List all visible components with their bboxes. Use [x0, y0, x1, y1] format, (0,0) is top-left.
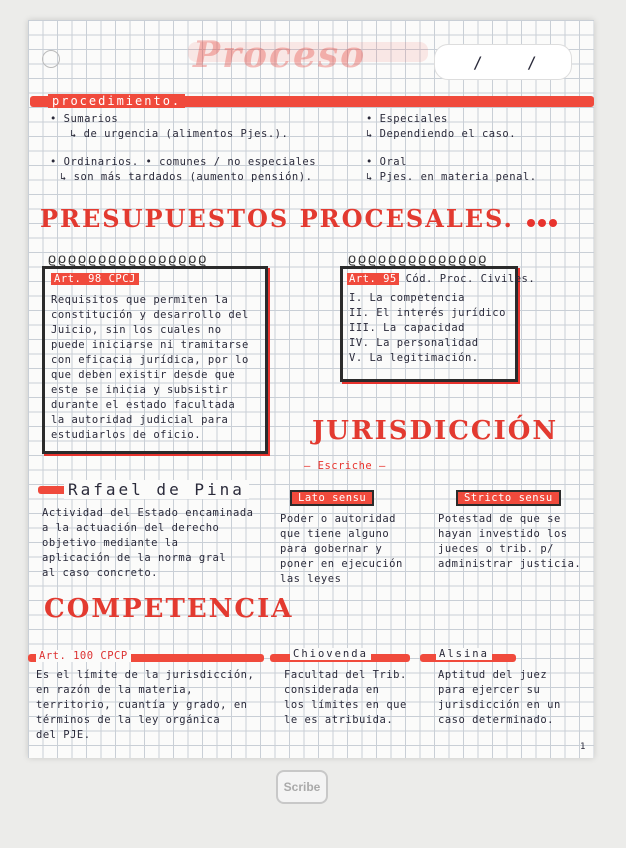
text-line: para ejercer su	[438, 684, 541, 696]
scribe-logo-text: Scribe	[283, 780, 321, 794]
header-title: Proceso	[193, 34, 367, 76]
definition-block	[280, 512, 403, 587]
text-line: aplicación de la norma gral	[42, 552, 227, 564]
author-label: — Escriche —	[304, 460, 386, 472]
section-title	[40, 204, 557, 233]
date-separator: /	[473, 53, 484, 72]
list-item: ↳ de urgencia (alimentos Pjes.).	[70, 128, 289, 140]
text-line: puede iniciarse ni tramitarse	[51, 339, 249, 351]
text-line: durante el estado facultada	[51, 399, 236, 411]
text-line: poner en ejecución	[280, 558, 403, 570]
note-card	[42, 266, 268, 454]
text-line: constitución y desarrollo del	[51, 309, 249, 321]
definition-block	[36, 668, 254, 743]
dot-icon	[549, 219, 557, 227]
text-line: del PJE.	[36, 729, 91, 741]
text-line: Juicio, sin los cuales no	[51, 324, 222, 336]
text-line: al caso concreto.	[42, 567, 158, 579]
text-line: objetivo mediante la	[42, 537, 179, 549]
list-item: ↳ Dependiendo el caso.	[366, 128, 517, 140]
card-label: Art. 98 CPCJ	[51, 273, 139, 285]
list-item: II. El interés jurídico	[349, 307, 506, 319]
notebook-sheet	[28, 20, 594, 758]
text-line: Potestad de que se	[438, 513, 561, 525]
list-item: • Oral	[366, 156, 407, 168]
list-item: • Sumarios	[50, 113, 119, 125]
list-item: • Ordinarios. • comunes / no especiales	[50, 156, 317, 168]
list-item: III. La capacidad	[349, 322, 465, 334]
text-line: en razón de la materia,	[36, 684, 193, 696]
list-item: ↳ son más tardados (aumento pensión).	[60, 171, 313, 183]
text-line: le es atribuida.	[284, 714, 394, 726]
text-line: hayan investido los	[438, 528, 568, 540]
spiral-rings: ϱϱϱϱϱϱϱϱϱϱϱϱϱϱ	[348, 250, 489, 266]
section-heading: procedimiento.	[48, 94, 185, 108]
subheading: Stricto sensu	[456, 490, 561, 506]
text-line: considerada en	[284, 684, 380, 696]
card-label-secondary: Cód. Proc. Civiles.	[405, 273, 536, 285]
list-item: I. La competencia	[349, 292, 465, 304]
definition-block	[438, 512, 581, 572]
text-line: Es el límite de la jurisdicción,	[36, 669, 255, 681]
card-label: Art. 95	[349, 273, 397, 285]
page-number: 1	[580, 742, 586, 752]
text-line: Requisitos que permiten la	[51, 294, 229, 306]
text-line: jurisdicción en un	[438, 699, 561, 711]
subheading: Lato sensu	[290, 490, 374, 506]
section-title: COMPETENCIA	[44, 594, 294, 624]
text-line: para gobernar y	[280, 543, 383, 555]
text-line: los límites en que	[284, 699, 407, 711]
list-item: IV. La personalidad	[349, 337, 479, 349]
text-line: territorio, cuantía y grado, en	[36, 699, 248, 711]
text-line: este se inicia y subsistir	[51, 384, 229, 396]
text-line: jueces o trib. p/	[438, 543, 554, 555]
author-heading: Rafael de Pina	[64, 480, 249, 499]
text-line: con eficacia jurídica, por lo	[51, 354, 249, 366]
corner-circle	[42, 50, 60, 68]
text-line: la autoridad judicial para	[51, 414, 229, 426]
list-item: • Especiales	[366, 113, 448, 125]
dot-icon	[538, 219, 546, 227]
text-line: Facultad del Trib.	[284, 669, 407, 681]
author-heading: Alsina	[436, 648, 492, 660]
procedimiento-right	[366, 112, 537, 185]
text-line: las leyes	[280, 573, 342, 585]
text-line: estudiarlos de oficio.	[51, 429, 202, 441]
date-box	[434, 44, 572, 80]
note-card	[340, 266, 536, 382]
author-heading: Chiovenda	[290, 648, 371, 660]
dot-icon	[527, 219, 535, 227]
article-label: Art. 100 CPCP	[36, 650, 131, 662]
text-line: caso determinado.	[438, 714, 554, 726]
text-line: términos de la ley orgánica	[36, 714, 221, 726]
text-line: que tiene alguno	[280, 528, 390, 540]
definition-block	[284, 668, 407, 728]
date-separator: /	[527, 53, 538, 72]
card-body	[349, 291, 506, 366]
section-title: JURISDICCIÓN	[312, 416, 559, 446]
list-item: ↳ Pjes. en materia penal.	[366, 171, 537, 183]
list-item: V. La legitimación.	[349, 352, 479, 364]
card-label-row	[347, 273, 535, 285]
scribe-logo	[276, 770, 328, 804]
card-body	[51, 293, 249, 443]
definition-block	[438, 668, 561, 728]
section-title-text: PRESUPUESTOS PROCESALES.	[40, 204, 514, 233]
text-line: que deben existir desde que	[51, 369, 236, 381]
text-line: Actividad del Estado encaminada	[42, 507, 254, 519]
procedimiento-left	[50, 112, 316, 185]
text-line: a la actuación del derecho	[42, 522, 220, 534]
text-line: Poder o autoridad	[280, 513, 396, 525]
definition-block	[42, 506, 253, 581]
text-line: Aptitud del juez	[438, 669, 548, 681]
text-line: administrar justicia.	[438, 558, 582, 570]
spiral-rings: ϱϱϱϱϱϱϱϱϱϱϱϱϱϱϱϱ	[48, 250, 209, 266]
